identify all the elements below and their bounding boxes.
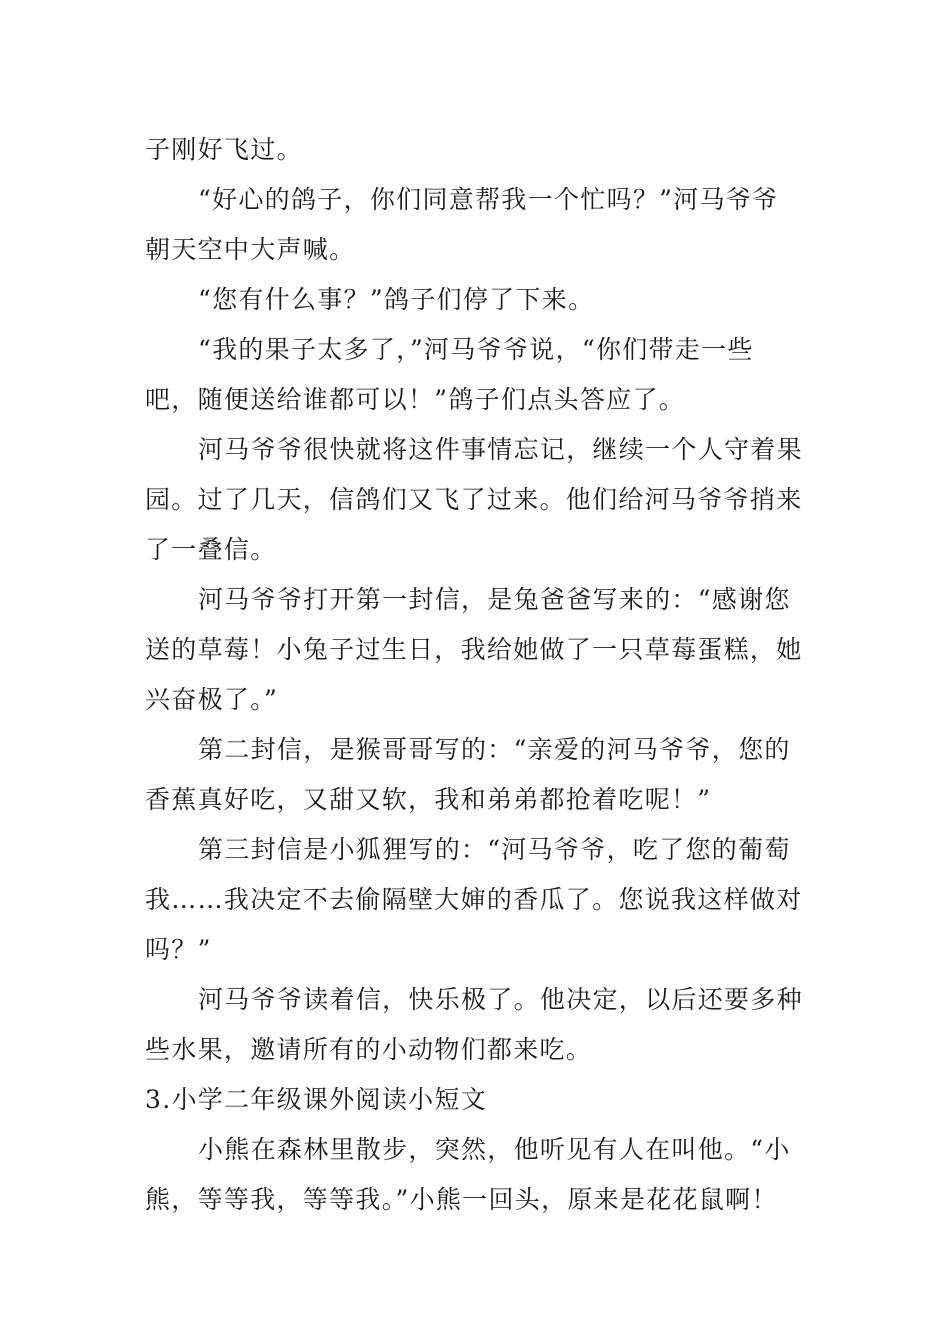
text-line: 送的草莓！小兔子过生日，我给她做了一只草莓蛋糕，她 xyxy=(145,635,803,664)
text-line: “您有什么事？”鸽子们停了下来。 xyxy=(198,285,595,314)
text-line: 我……我决定不去偷隔壁大婶的香瓜了。您说我这样做对 xyxy=(145,885,803,914)
text-line: 子刚好飞过。 xyxy=(145,135,303,164)
text-line: 吗？” xyxy=(145,935,212,964)
section-heading: 3.小学二年级课外阅读小短文 xyxy=(145,1085,488,1114)
text-line: 第二封信，是猴哥哥写的：“亲爱的河马爷爷，您的 xyxy=(198,735,791,764)
text-line: 了一叠信。 xyxy=(145,535,277,564)
text-line: 朝天空中大声喊。 xyxy=(145,235,356,264)
text-line: 第三封信是小狐狸写的：“河马爷爷，吃了您的葡萄 xyxy=(198,835,791,864)
text-line: 河马爷爷很快就将这件事情忘记，继续一个人守着果 xyxy=(198,435,803,464)
text-line: 熊，等等我，等等我。”小熊一回头，原来是花花鼠啊！ xyxy=(145,1185,778,1214)
text-line: 香蕉真好吃，又甜又软，我和弟弟都抢着吃呢！” xyxy=(145,785,712,814)
text-line: 河马爷爷打开第一封信，是兔爸爸写来的：“感谢您 xyxy=(198,585,791,614)
text-line: 园。过了几天，信鸽们又飞了过来。他们给河马爷爷捎来 xyxy=(145,485,803,514)
text-line: 吧，随便送给谁都可以！”鸽子们点头答应了。 xyxy=(145,385,686,414)
text-line: 小熊在森林里散步，突然，他听见有人在叫他。“小 xyxy=(198,1135,791,1164)
text-line: 兴奋极了。” xyxy=(145,685,279,714)
text-line: “好心的鸽子，你们同意帮我一个忙吗？”河马爷爷 xyxy=(198,185,779,214)
text-line: 些水果，邀请所有的小动物们都来吃。 xyxy=(145,1035,593,1064)
text-line: 河马爷爷读着信，快乐极了。他决定，以后还要多种 xyxy=(198,985,803,1014)
text-line: “我的果子太多了，”河马爷爷说，“你们带走一些 xyxy=(198,335,754,364)
